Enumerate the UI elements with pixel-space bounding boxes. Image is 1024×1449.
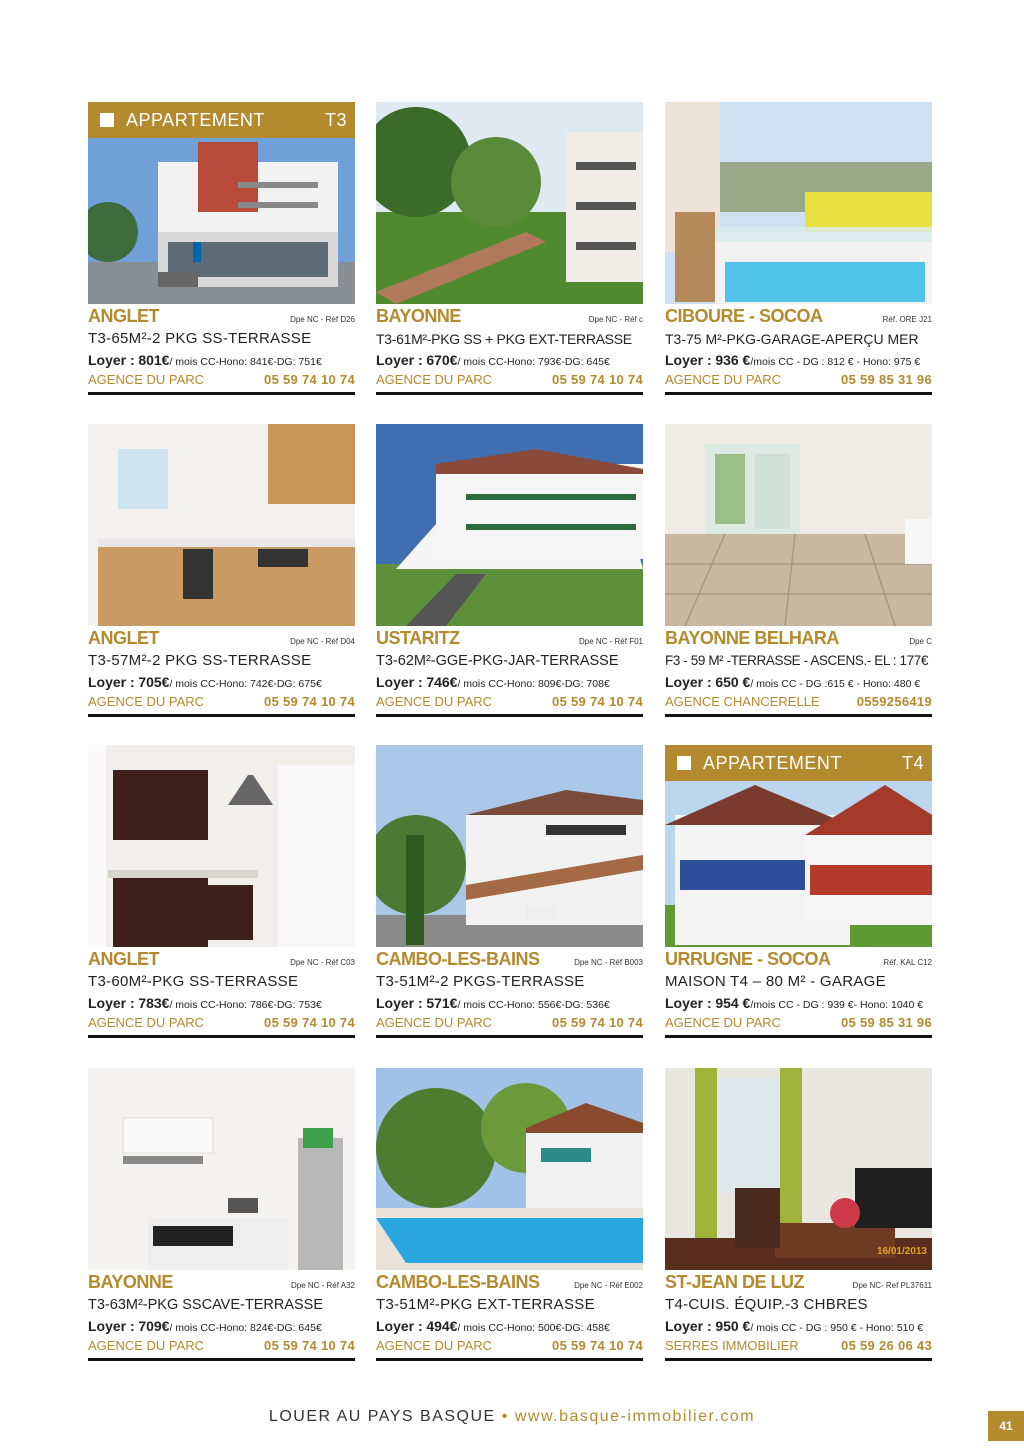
listing-desc: T3-57M²-2 PKG SS-TERRASSE bbox=[88, 652, 312, 669]
listing-desc: T4-CUIS. ÉQUIP.-3 CHBRES bbox=[665, 1296, 868, 1313]
loyer-label: Loyer : bbox=[665, 352, 712, 368]
loyer-fees: / mois CC-Hono: 824€-DG: 645€ bbox=[169, 1322, 322, 1334]
loyer-value: 494€ bbox=[426, 1318, 458, 1334]
listing-price bbox=[376, 1316, 643, 1336]
listing-desc: T3-75 M²-PKG-GARAGE-APERÇU MER bbox=[665, 331, 919, 347]
listing-city: USTARITZ bbox=[376, 628, 460, 648]
listing-desc: F3 - 59 M² -TERRASSE - ASCENS.- EL : 177€ bbox=[665, 653, 928, 668]
loyer-fees: /mois CC - DG : 939 €- Hono: 1040 € bbox=[750, 999, 924, 1011]
listing-price bbox=[88, 993, 355, 1013]
loyer-label: Loyer : bbox=[88, 674, 135, 690]
listing-city: ANGLET bbox=[88, 306, 159, 326]
loyer-value: 783€ bbox=[138, 995, 170, 1011]
listing-card[interactable]: ANGLET Dpe NC - Réf C03 T3-60M²-PKG SS-TERRASSE Loyer : 783€/ mois CC-Hono: 786€-DG: 753€ AGENCE DU PARC 05 59 74 10 74 bbox=[88, 745, 355, 1045]
loyer-value: 746€ bbox=[426, 674, 458, 690]
footer-bullet: • bbox=[501, 1408, 509, 1425]
listing-photo[interactable] bbox=[665, 1068, 932, 1270]
listing-city: CAMBO-LES-BAINS bbox=[376, 1272, 540, 1292]
loyer-fees: / mois CC-Hono: 742€-DG: 675€ bbox=[169, 678, 322, 690]
listing-ref: Dpe NC - Réf A32 bbox=[290, 1281, 355, 1290]
listing-price bbox=[665, 350, 932, 370]
loyer-label: Loyer : bbox=[88, 352, 135, 368]
listing-desc: T3-51M²-2 PKGS-TERRASSE bbox=[376, 973, 585, 990]
listing-ref: Dpe NC - Réf c bbox=[588, 315, 643, 324]
listing-price bbox=[665, 672, 932, 692]
listing-card[interactable]: USTARITZ Dpe NC - Réf F01 T3-62M²-GGE-PKG-JAR-TERRASSE Loyer : 746€/ mois CC-Hono: 809€-DG: 708€ AGENCE DU PARC 05 59 74 10 74 bbox=[376, 424, 643, 724]
loyer-fees: / mois CC-Hono: 793€-DG: 645€ bbox=[457, 356, 610, 368]
listing-card[interactable]: CAMBO-LES-BAINS Dpe NC - Réf E002 T3-51M²-PKG EXT-TERRASSE Loyer : 494€/ mois CC-Hono: 500€-DG: 458€ AGENCE DU PARC 05 59 74 10 74 bbox=[376, 1068, 643, 1368]
listing-city: ANGLET bbox=[88, 628, 159, 648]
listing-price bbox=[88, 672, 355, 692]
listing-desc: T3-51M²-PKG EXT-TERRASSE bbox=[376, 1296, 595, 1313]
listing-card[interactable]: APPARTEMENT T3 ANGLET Dpe NC - Réf D26 T3-65M²-2 PKG SS-TERRASSE Loyer : 801€/ mois CC-Hono: 841€-DG: 751€ AGENCE DU PARC 05 59 74 10 74 bbox=[88, 102, 355, 402]
listing-ref: Dpe NC - Réf D26 bbox=[290, 315, 355, 324]
loyer-fees: / mois CC-Hono: 809€-DG: 708€ bbox=[457, 678, 610, 690]
photo-date-stamp: 16/01/2013 bbox=[876, 1246, 927, 1257]
listing-photo[interactable] bbox=[376, 424, 643, 626]
listing-city: URRUGNE - SOCOA bbox=[665, 949, 831, 969]
listing-card[interactable]: CAMBO-LES-BAINS Dpe NC - Réf B003 T3-51M²-2 PKGS-TERRASSE Loyer : 571€/ mois CC-Hono: 556€-DG: 536€ AGENCE DU PARC 05 59 74 10 74 bbox=[376, 745, 643, 1045]
listing-city: CAMBO-LES-BAINS bbox=[376, 949, 540, 969]
loyer-fees: /mois CC - DG : 812 € - Hono: 975 € bbox=[750, 356, 921, 368]
loyer-value: 709€ bbox=[138, 1318, 170, 1334]
listing-desc: T3-61M²-PKG SS + PKG EXT-TERRASSE bbox=[376, 331, 632, 347]
listing-price bbox=[376, 993, 643, 1013]
listing-ref: Dpe NC- Ref PL37611 bbox=[852, 1281, 932, 1290]
loyer-value: 705€ bbox=[138, 674, 170, 690]
loyer-value: 954 € bbox=[715, 995, 751, 1011]
page-footer bbox=[0, 1408, 1024, 1426]
loyer-fees: / mois CC-Hono: 841€-DG: 751€ bbox=[169, 356, 322, 368]
category-banner bbox=[88, 102, 355, 138]
listing-card[interactable]: BAYONNE Dpe NC - Réf c T3-61M²-PKG SS + PKG EXT-TERRASSE Loyer : 670€/ mois CC-Hono: 793€-DG: 645€ AGENCE DU PARC 05 59 74 10 74 bbox=[376, 102, 643, 402]
listing-price bbox=[665, 993, 932, 1013]
banner-type: APPARTEMENT bbox=[703, 752, 842, 773]
listing-ref: Dpe NC - Réf D04 bbox=[290, 637, 355, 646]
listing-card[interactable]: CIBOURE - SOCOA Réf. ORE J21 T3-75 M²-PKG-GARAGE-APERÇU MER Loyer : 936 €/mois CC - DG : 812 € - Hono: 975 € AGENCE DU PARC 05 59 85 31 96 bbox=[665, 102, 932, 402]
square-icon bbox=[677, 756, 691, 770]
loyer-label: Loyer : bbox=[88, 1318, 135, 1334]
loyer-label: Loyer : bbox=[376, 995, 423, 1011]
listing-ref: Dpe NC - Réf F01 bbox=[578, 637, 643, 646]
loyer-fees: / mois CC-Hono: 500€-DG: 458€ bbox=[457, 1322, 610, 1334]
listing-ref: Réf. KAL C12 bbox=[883, 958, 932, 967]
listing-card[interactable]: APPARTEMENT T4 URRUGNE - SOCOA Réf. KAL C12 MAISON T4 – 80 M² - GARAGE Loyer : 954 €/mois CC - DG : 939 €- Hono: 1040 € AGENCE DU PARC 05 59 85 31 96 bbox=[665, 745, 932, 1045]
loyer-label: Loyer : bbox=[88, 995, 135, 1011]
loyer-value: 936 € bbox=[715, 352, 751, 368]
listing-photo[interactable] bbox=[88, 424, 355, 626]
listing-price bbox=[88, 350, 355, 370]
loyer-fees: / mois CC - DG :615 € - Hono: 480 € bbox=[750, 678, 921, 690]
listing-price bbox=[376, 672, 643, 692]
loyer-value: 801€ bbox=[138, 352, 170, 368]
listing-ref: Dpe NC - Réf C03 bbox=[290, 958, 355, 967]
listing-price bbox=[665, 1316, 932, 1336]
listing-desc: T3-62M²-GGE-PKG-JAR-TERRASSE bbox=[376, 653, 619, 669]
listing-desc: T3-60M²-PKG SS-TERRASSE bbox=[88, 973, 299, 990]
listing-city: BAYONNE bbox=[88, 1272, 173, 1292]
listing-city: ST-JEAN DE LUZ bbox=[665, 1272, 805, 1292]
listing-ref: Dpe NC - Réf E002 bbox=[574, 1281, 643, 1290]
listing-price bbox=[88, 1316, 355, 1336]
listing-card[interactable]: BAYONNE BELHARA Dpe C F3 - 59 M² -TERRASSE - ASCENS.- EL : 177€ Loyer : 650 €/ mois CC - DG :615 € - Hono: 480 € AGENCE CHANCERELLE 0559256419 bbox=[665, 424, 932, 724]
loyer-label: Loyer : bbox=[665, 1318, 712, 1334]
listing-ref: Dpe NC - Réf B003 bbox=[574, 958, 643, 967]
listing-photo[interactable] bbox=[665, 424, 932, 626]
footer-tagline: LOUER AU PAYS BASQUE bbox=[268, 1408, 496, 1425]
listing-ref: Dpe C bbox=[909, 637, 932, 646]
page-number: 41 bbox=[988, 1411, 1024, 1441]
loyer-label: Loyer : bbox=[376, 674, 423, 690]
loyer-value: 670€ bbox=[426, 352, 458, 368]
loyer-value: 650 € bbox=[715, 674, 751, 690]
listing-city: BAYONNE bbox=[376, 306, 461, 326]
listing-card[interactable]: ANGLET Dpe NC - Réf D04 T3-57M²-2 PKG SS-TERRASSE Loyer : 705€/ mois CC-Hono: 742€-DG: 675€ AGENCE DU PARC 05 59 74 10 74 bbox=[88, 424, 355, 724]
category-banner bbox=[665, 745, 932, 781]
banner-size: T4 bbox=[901, 752, 924, 773]
square-icon bbox=[100, 113, 114, 127]
listing-desc: T3-65M²-2 PKG SS-TERRASSE bbox=[88, 330, 312, 347]
loyer-fees: / mois CC-Hono: 556€-DG: 536€ bbox=[457, 999, 610, 1011]
listing-city: CIBOURE - SOCOA bbox=[665, 306, 823, 326]
banner-type: APPARTEMENT bbox=[126, 109, 265, 130]
listing-photo[interactable] bbox=[665, 102, 932, 304]
listing-ref: Réf. ORE J21 bbox=[882, 315, 932, 324]
listing-photo[interactable] bbox=[376, 102, 643, 304]
listing-desc: T3-63M²-PKG SSCAVE-TERRASSE bbox=[88, 1297, 324, 1313]
listing-photo[interactable] bbox=[376, 745, 643, 947]
loyer-value: 571€ bbox=[426, 995, 458, 1011]
loyer-fees: / mois CC-Hono: 786€-DG: 753€ bbox=[169, 999, 322, 1011]
listing-card[interactable]: 16/01/2013 ST-JEAN DE LUZ Dpe NC- Ref PL37611 T4-CUIS. ÉQUIP.-3 CHBRES Loyer : 950 €/ mois CC - DG : 950 € - Hono: 510 € SERRES IMMOBILIER 05 59 26 06 43 bbox=[665, 1068, 932, 1368]
banner-size: T3 bbox=[324, 109, 347, 130]
loyer-fees: / mois CC - DG : 950 € - Hono: 510 € bbox=[750, 1322, 924, 1334]
listing-photo[interactable] bbox=[88, 1068, 355, 1270]
listing-price bbox=[376, 350, 643, 370]
loyer-label: Loyer : bbox=[665, 995, 712, 1011]
loyer-value: 950 € bbox=[715, 1318, 751, 1334]
listing-desc: MAISON T4 – 80 M² - GARAGE bbox=[665, 973, 886, 990]
footer-url[interactable]: www.basque-immobilier.com bbox=[514, 1408, 756, 1425]
listing-photo[interactable] bbox=[376, 1068, 643, 1270]
listing-photo[interactable] bbox=[88, 745, 355, 947]
listing-city: ANGLET bbox=[88, 949, 159, 969]
listing-city: BAYONNE BELHARA bbox=[665, 628, 839, 648]
loyer-label: Loyer : bbox=[376, 352, 423, 368]
listing-card[interactable]: BAYONNE Dpe NC - Réf A32 T3-63M²-PKG SSCAVE-TERRASSE Loyer : 709€/ mois CC-Hono: 824€-DG: 645€ AGENCE DU PARC 05 59 74 10 74 bbox=[88, 1068, 355, 1368]
loyer-label: Loyer : bbox=[376, 1318, 423, 1334]
loyer-label: Loyer : bbox=[665, 674, 712, 690]
